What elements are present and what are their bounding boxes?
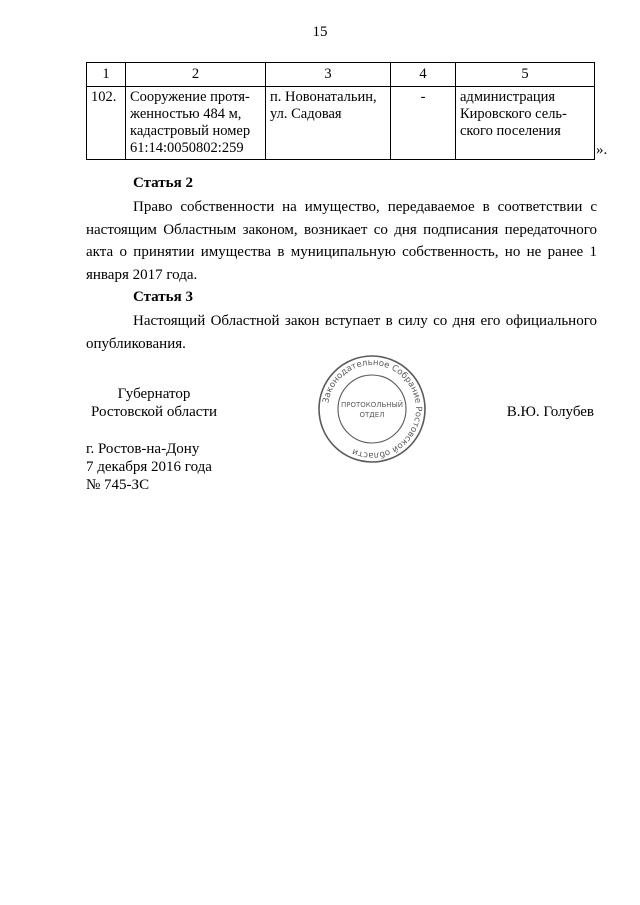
holder-line: администрация	[460, 89, 556, 105]
seal-outer-text: Законодательное Собрание Ростовской области	[321, 357, 424, 461]
seal-inner-line: ОТДЕЛ	[359, 411, 385, 419]
seal-outer-ring	[319, 356, 425, 462]
governor-title-line: Губернатор	[117, 386, 191, 402]
seal-inner-line: ПРОТОКОЛЬНЫЙ	[340, 401, 404, 409]
official-seal-stamp	[316, 353, 428, 465]
property-table	[86, 62, 595, 160]
article-3-title: Статья 3	[133, 289, 193, 305]
holder-cell	[456, 87, 595, 160]
governor-title-line: Ростовской области	[91, 404, 217, 420]
row-number-cell: 102.	[87, 87, 126, 160]
page-number: 15	[312, 24, 328, 40]
article-3-text: Настоящий Областной закон вступает в силу со дня его официального опубликования.	[86, 313, 597, 352]
column4-cell: -	[391, 87, 456, 160]
object-line: Сооружение протя-	[130, 89, 250, 105]
holder-line: Кировского сель-	[460, 106, 567, 122]
governor-name: В.Ю. Голубев	[506, 404, 594, 420]
table-header-cell: 3	[266, 63, 391, 87]
object-line: женностью 484 м,	[130, 106, 242, 122]
table-header-row	[87, 63, 595, 87]
city: г. Ростов-на-Дону	[86, 441, 200, 457]
address-cell	[266, 87, 391, 160]
article-2-text: Право собственности на имущество, передаваемое в соответствии с настоящим Областным законом, возникает со дня подписания передаточного акта о принятии имущества в муниципальную собственность, но не ранее 1 января 2017 года.	[86, 199, 597, 283]
table-row	[87, 87, 595, 160]
seal-inner-ring	[338, 375, 406, 443]
address-line: п. Новонатальин,	[270, 89, 377, 105]
date: 7 декабря 2016 года	[86, 459, 212, 475]
object-line: кадастровый номер	[130, 123, 251, 139]
governor-title	[86, 385, 222, 421]
table-header-cell: 5	[456, 63, 595, 87]
article-2-title: Статья 2	[133, 175, 193, 191]
closing-quote: ».	[596, 142, 608, 158]
object-cell	[126, 87, 266, 160]
table-header-cell: 2	[126, 63, 266, 87]
table-header-cell: 4	[391, 63, 456, 87]
place-date-block	[86, 440, 212, 494]
address-line: ул. Садовая	[270, 106, 342, 122]
holder-line: ского поселения	[460, 123, 561, 139]
object-line: 61:14:0050802:259	[130, 140, 244, 156]
table-header-cell: 1	[87, 63, 126, 87]
law-number: № 745-ЗС	[86, 477, 150, 493]
